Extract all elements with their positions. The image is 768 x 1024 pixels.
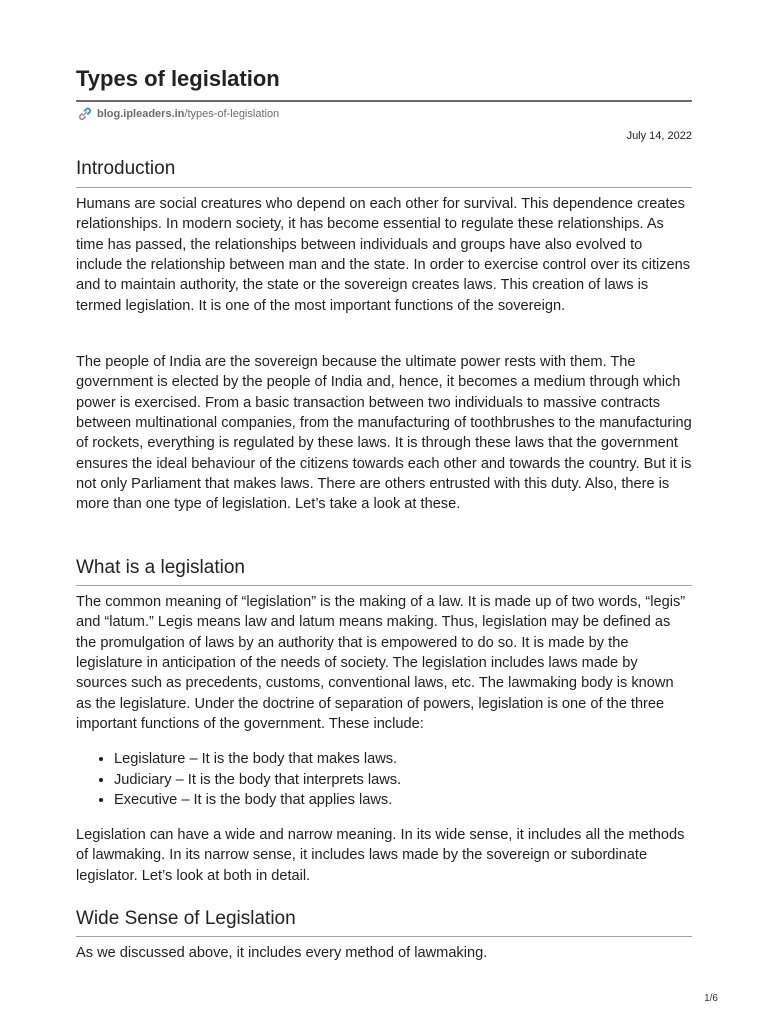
intro-paragraph-2: The people of India are the sovereign because the ultimate power rests with them. The government is elected by the people of India and, hence, it becomes a medium through which power is exercised. From a basic transaction between two individuals to massive contracts between multinational companies, from the manufacturing of toothbrushes to the manufacturing of rockets, everything is regulated by these laws. It is through these laws that the government ensures the ideal behaviour of the citizens towards each other and towards the country. But it is not only Parliament that makes laws. There are others entrusted with this duty. Also, there is more than one type of legislation. Let’s take a look at these. — [76, 354, 692, 513]
section-divider — [76, 187, 692, 188]
section-divider — [76, 585, 692, 586]
link-icon — [78, 107, 92, 121]
list-item: • Executive – It is the body that applies laws. — [114, 790, 401, 811]
legislation-paragraph-1: The common meaning of “legislation” is the making of a law. It is made up of two words, “legis” and “latum.” Legis means law and latum means making. Thus, legislation may be defined as the promulgation of laws by an authority that is empowered to do so. It is made by the legislature in anticipation of the needs of society. The legislation includes laws made by sources such as precedents, customs, conventional laws, etc. The lawmaking body is known as the legislature. Under the doctrine of separation of powers, legislation is one of the three important functions of the government. These include: — [76, 594, 686, 733]
section-heading-wide-sense: Wide Sense of Legislation — [76, 908, 296, 929]
source-domain[interactable]: blog.ipleaders.in — [97, 108, 185, 120]
page-title: Types of legislation — [76, 66, 280, 91]
section-divider — [76, 936, 692, 937]
government-functions-list — [76, 749, 401, 811]
page-number: 1/6 — [704, 993, 718, 1004]
source-path[interactable]: /types-of-legislation — [184, 108, 280, 120]
legislation-paragraph-2: Legislation can have a wide and narrow meaning. In its wide sense, it includes all the methods of lawmaking. In its narrow sense, it includes laws made by the sovereign or subordinate legislator. Let’s look at both in detail. — [76, 827, 685, 884]
source-link[interactable] — [78, 107, 279, 121]
publish-date: July 14, 2022 — [626, 130, 692, 142]
section-heading-introduction: Introduction — [76, 158, 176, 179]
title-divider — [76, 100, 692, 102]
list-item: • Legislature – It is the body that makes laws. — [114, 749, 401, 770]
intro-paragraph-1: Humans are social creatures who depend on each other for survival. This dependence creates relationships. In modern society, it has become essential to regulate these relationships. As time has passed, the relationships between individuals and groups have also evolved to include the relationship between man and the state. In order to exercise control over its citizens and to maintain authority, the state or the sovereign creates laws. This creation of laws is termed legislation. It is one of the most important functions of the sovereign. — [76, 196, 691, 314]
wide-sense-paragraph-1: As we discussed above, it includes every method of lawmaking. — [76, 945, 488, 961]
section-heading-what-is-legislation: What is a legislation — [76, 557, 245, 578]
list-item: • Judiciary – It is the body that interprets laws. — [114, 770, 401, 791]
